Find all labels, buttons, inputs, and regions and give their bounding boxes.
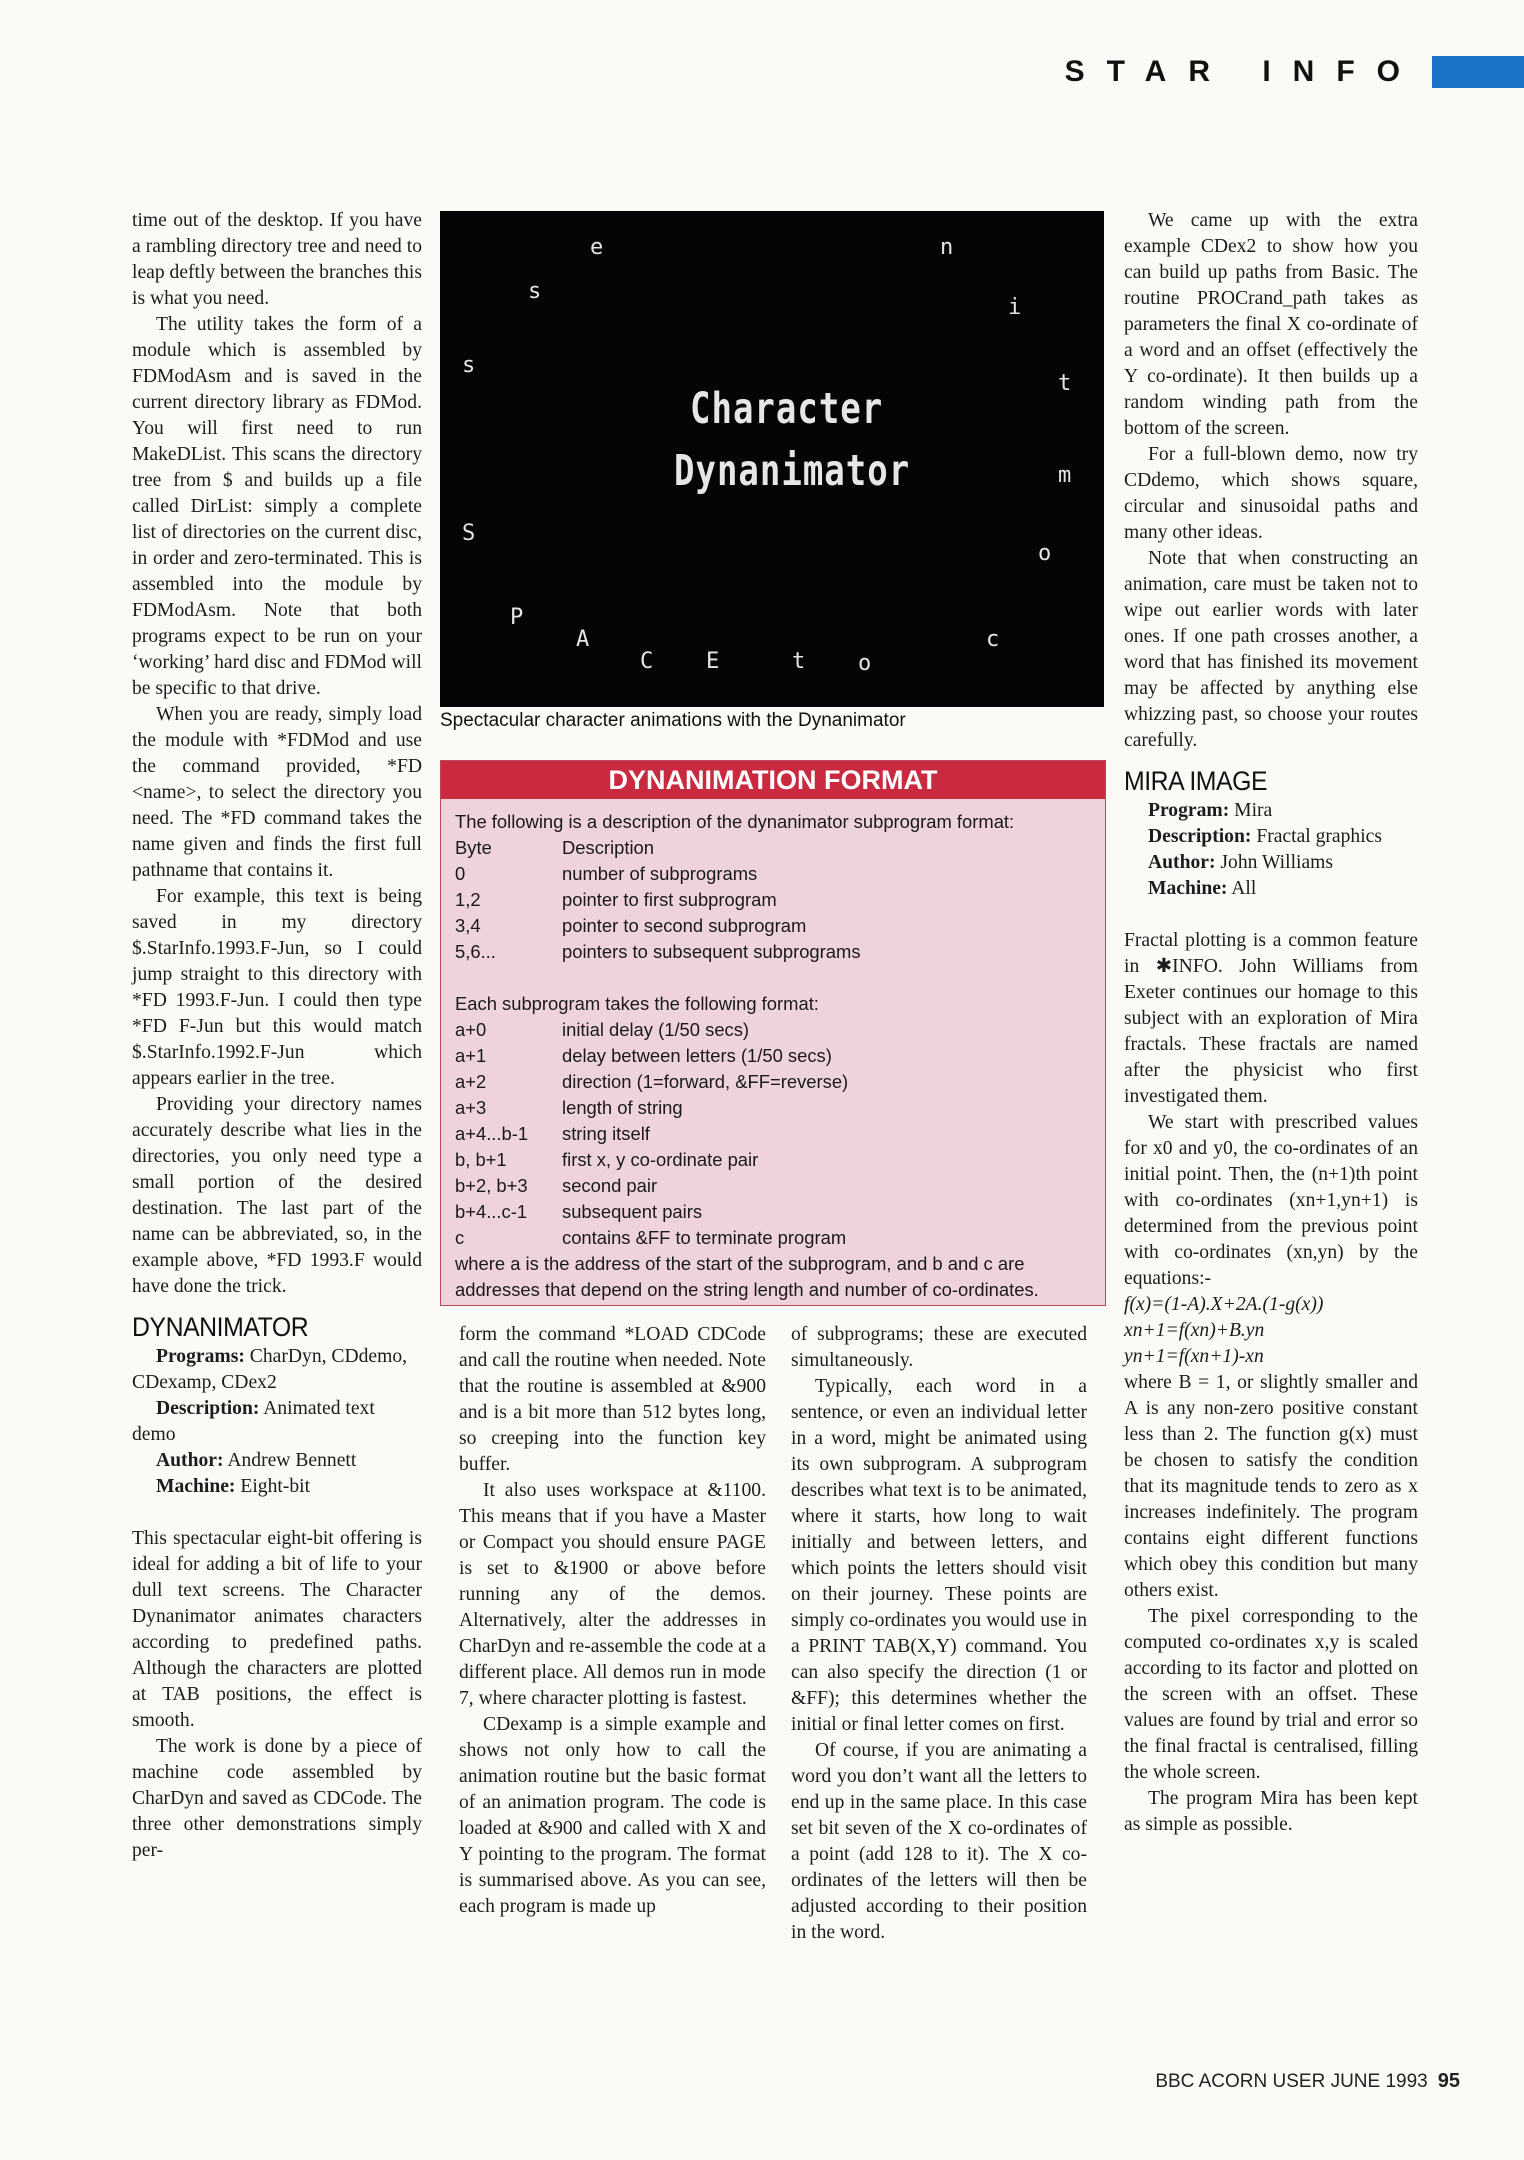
format-row: [455, 1095, 1091, 1121]
format-value: subsequent pairs: [562, 1201, 703, 1222]
meta-value: Eight-bit: [240, 1476, 311, 1497]
screen-letter: s: [462, 353, 476, 378]
meta-value: John Williams: [1220, 852, 1334, 873]
meta-value: All: [1231, 878, 1257, 899]
paragraph: For a full-blown demo, now try CDdemo, which shows square, circular and sinusoidal paths and many other ideas.: [1124, 444, 1418, 543]
screen-title-2: Dynanimator: [674, 446, 911, 496]
header-accent-bar: [1432, 56, 1524, 88]
screen-letter: t: [792, 649, 806, 674]
paragraph: Note that when constructing an animation, care must be taken not to wipe out earlier words with later ones. If one path crosses another, a word that has finished its movement may be affected by anything else whizzing past, so choose your routes carefully.: [1124, 548, 1418, 751]
meta-value: Fractal graphics: [1256, 826, 1382, 847]
format-row: [455, 887, 1091, 913]
paragraph: time out of the desktop. If you have a rambling directory tree and need to leap deftly between the branches this is what you need.: [132, 210, 422, 309]
paragraph: When you are ready, simply load the module with *FDMod and use the command provided, *FD <name>, to select the directory you need. The *FD command takes the name given and finds the first full pathname that contains it.: [132, 704, 422, 881]
format-row: [455, 1147, 1091, 1173]
meta-label: Program:: [1148, 800, 1230, 821]
format-key: a+3: [455, 1097, 487, 1118]
paragraph: This spectacular eight-bit offering is ideal for adding a bit of life to your dull text screens. The Character Dynanimator animates characters according to predefined paths. Although the characters are plotted at TAB positions, the effect is smooth.: [132, 1528, 422, 1731]
format-value: pointer to first subprogram: [562, 889, 777, 910]
format-value: initial delay (1/50 secs): [562, 1019, 750, 1040]
format-value: number of subprograms: [562, 863, 758, 884]
paragraph: Fractal plotting is a common feature in ✱INFO. John Williams from Exeter continues our homage to this subject with an exploration of Mira fractals. These fractals are named after the physicist who first investigated them.: [1124, 930, 1418, 1107]
format-key: 5,6...: [455, 941, 496, 962]
paragraph: The work is done by a piece of machine code assembled by CharDyn and saved as CDCode. The three other demonstrations simply per-: [132, 1736, 422, 1861]
format-value: length of string: [562, 1097, 683, 1118]
screen-letter: o: [1038, 541, 1052, 566]
column-4: [1124, 208, 1418, 1838]
machine-line: [1124, 876, 1418, 902]
screen-letter: s: [528, 279, 542, 304]
format-key: b+4...c-1: [455, 1201, 528, 1222]
format-key: a+1: [455, 1045, 487, 1066]
format-row: [455, 1043, 1091, 1069]
screen-letter: c: [986, 627, 1000, 652]
spacer: [455, 965, 1091, 991]
format-row: [455, 1121, 1091, 1147]
screen-letter: i: [1008, 295, 1022, 320]
meta-label: Machine:: [1148, 878, 1228, 899]
format-key: 0: [455, 863, 466, 884]
box-note: where a is the address of the start of the subprogram, and b and c are addresses that depend on the string length and number of co-ordinates.: [455, 1253, 1039, 1300]
footer-publication: BBC ACORN USER JUNE 1993: [1155, 2071, 1428, 2092]
format-key: b, b+1: [455, 1149, 507, 1170]
screen-letter: n: [940, 235, 954, 260]
meta-label: Author:: [1148, 852, 1216, 873]
column-2: [459, 1322, 766, 1920]
format-row: [455, 835, 1091, 861]
format-value: pointers to subsequent subprograms: [562, 941, 861, 962]
description-line: [1124, 824, 1418, 850]
paragraph: For example, this text is being saved in my directory $.StarInfo.1993.F-Jun, so I could jump straight to this directory with *FD 1993.F-Jun. I could then type *FD F-Jun but this would match $.StarInfo.1992.F-Jun which appears earlier in the tree.: [132, 886, 422, 1089]
meta-label: Machine:: [156, 1476, 236, 1497]
meta-value: CharDyn, CDdemo, CDexamp, CDex2: [132, 1346, 408, 1393]
format-key: a+0: [455, 1019, 487, 1040]
box-intro: The following is a description of the dynanimator subprogram format:: [455, 811, 1015, 832]
meta-label: Description:: [156, 1398, 260, 1419]
screen-letter: m: [1058, 463, 1072, 488]
meta-value: Mira: [1234, 800, 1273, 821]
page-footer: [1155, 2070, 1460, 2093]
format-row: [455, 913, 1091, 939]
screen-letter: P: [510, 605, 524, 630]
page-number: 95: [1437, 2070, 1460, 2092]
box-title: DYNANIMATION FORMAT: [441, 761, 1105, 799]
format-key: b+2, b+3: [455, 1175, 528, 1196]
paragraph: Of course, if you are animating a word you don’t want all the letters to end up in the same place. In this case set bit seven of the X co-ordinates of a point (add 128 to it). The X co-ordinates of the letters will then be adjusted according to their position in the word.: [791, 1740, 1087, 1943]
description-line: [132, 1396, 422, 1448]
screen-letter: o: [858, 651, 872, 676]
screen-letter: A: [576, 627, 590, 652]
format-key: c: [455, 1227, 465, 1248]
paragraph: Typically, each word in a sentence, or even an individual letter in a word, might be animated using its own subprogram. A subprogram describes what text is to be animated, where it starts, how long to wait initially and between letters, and which points the letters should visit on their journey. These points are simply co-ordinates you would use in a PRINT TAB(X,Y) command. You can also specify the direction (1 or &FF); this determines whether the initial or final letter comes on first.: [791, 1376, 1087, 1735]
format-row: [455, 1017, 1091, 1043]
format-value: string itself: [562, 1123, 650, 1144]
screen-letter: E: [706, 649, 720, 674]
format-row: [455, 1199, 1091, 1225]
paragraph: The program Mira has been kept as simple as possible.: [1124, 1788, 1418, 1835]
screen-letter: S: [462, 521, 476, 546]
equation: f(x)=(1-A).X+2A.(1-g(x)): [1124, 1294, 1324, 1315]
mira-image-heading: MIRA IMAGE: [1124, 766, 1268, 796]
format-row: [455, 939, 1091, 965]
screenshot-caption: Spectacular character animations with the Dynanimator: [440, 710, 906, 731]
author-line: [132, 1448, 422, 1474]
format-value: Description: [562, 837, 654, 858]
format-key: a+4...b-1: [455, 1123, 529, 1144]
column-1: [132, 208, 422, 1864]
format-value: delay between letters (1/50 secs): [562, 1045, 832, 1066]
format-value: first x, y co-ordinate pair: [562, 1149, 759, 1170]
meta-label: Author:: [156, 1450, 224, 1471]
format-row: [455, 1173, 1091, 1199]
paragraph: The pixel corresponding to the computed co-ordinates x,y is scaled according to its factor and plotted on the screen with an offset. These values are found by trial and error so the final fractal is centralised, filling the whole screen.: [1124, 1606, 1418, 1783]
equation: yn+1=f(xn+1)-xn: [1124, 1346, 1264, 1367]
screen-letter: e: [590, 235, 604, 260]
format-row: [455, 1069, 1091, 1095]
format-value: second pair: [562, 1175, 658, 1196]
paragraph: We came up with the extra example CDex2 to show how you can build up paths from Basic. The routine PROCrand_path takes as parameters the final X co-ordinate of a word and an offset (effectively the Y co-ordinate). It then builds up a random winding path from the bottom of the screen.: [1124, 210, 1418, 439]
paragraph: of subprograms; these are executed simultaneously.: [791, 1324, 1087, 1371]
box-intro-2: Each subprogram takes the following format:: [455, 993, 819, 1014]
paragraph: Providing your directory names accurately describe what lies in the directories, you only need type a small portion of the desired destination. The last part of the name can be abbreviated, so, in the example above, *FD 1993.F would have done the trick.: [132, 1094, 422, 1297]
paragraph: We start with prescribed values for x0 and y0, the co-ordinates of an initial point. Then, the (n+1)th point with co-ordinates (xn+1,yn+1) is determined from the previous point with co-ordinates (xn,yn) by the equations:-: [1124, 1112, 1418, 1289]
paragraph: CDexamp is a simple example and shows not only how to call the animation routine but the basic format of an animation program. The code is loaded at &900 and called with X and Y pointing to the program. The format is summarised above. As you can see, each program is made up: [459, 1714, 766, 1917]
section-header: [1065, 52, 1524, 92]
program-line: [1124, 798, 1418, 824]
format-value: contains &FF to terminate program: [562, 1227, 847, 1248]
dynanimator-screenshot: [440, 211, 1104, 707]
paragraph: It also uses workspace at &1100. This means that if you have a Master or Compact you should ensure PAGE is set to &1900 or above before running any of the demos. Alternatively, alter the addresses in CharDyn and re-assemble the code at a different place. All demos run in mode 7, where character plotting is fastest.: [459, 1480, 766, 1709]
meta-value: Animated text demo: [132, 1398, 375, 1445]
dynanimator-heading: DYNANIMATOR: [132, 1312, 309, 1342]
machine-line: [132, 1474, 422, 1500]
paragraph: where B = 1, or slightly smaller and A is any non-zero positive constant less than 2. The function g(x) must be chosen to satisfy the condition that its magnitude tends to zero as x increases indefinitely. The program contains eight different functions which obey this condition but many others exist.: [1124, 1372, 1418, 1601]
section-title: STAR INFO: [1064, 55, 1422, 88]
paragraph: The utility takes the form of a module which is assembled by FDModAsm and is saved in the current directory library as FDMod. You will first need to run MakeDList. This scans the directory tree from $ and builds up a file called DirList: simply a complete list of directories on the current disc, in order and zero-terminated. This is assembled into the module by FDModAsm. Note that both programs expect to be run on your ‘working’ hard disc and FDMod will be specific to that drive.: [132, 314, 422, 699]
format-value: direction (1=forward, &FF=reverse): [562, 1071, 849, 1092]
format-row: [455, 1225, 1091, 1251]
format-key: 1,2: [455, 889, 481, 910]
format-row: [455, 861, 1091, 887]
format-key: Byte: [455, 837, 492, 858]
programs-line: [132, 1344, 422, 1396]
column-3: [791, 1322, 1087, 1946]
meta-label: Description:: [1148, 826, 1252, 847]
screen-letter: C: [640, 649, 654, 674]
format-key: a+2: [455, 1071, 487, 1092]
format-key: 3,4: [455, 915, 481, 936]
author-line: [1124, 850, 1418, 876]
meta-value: Andrew Bennett: [227, 1450, 357, 1471]
screen-title-1: Character: [690, 384, 884, 434]
box-body: [441, 799, 1105, 1303]
dynanimation-format-box: [440, 760, 1106, 1306]
screen-letter: t: [1058, 371, 1072, 396]
equation: xn+1=f(xn)+B.yn: [1124, 1320, 1265, 1341]
paragraph: form the command *LOAD CDCode and call the routine when needed. Note that the routine is assembled at &900 and is a bit more than 512 bytes long, so creeping into the function key buffer.: [459, 1324, 766, 1475]
meta-label: Programs:: [156, 1346, 245, 1367]
format-value: pointer to second subprogram: [562, 915, 807, 936]
